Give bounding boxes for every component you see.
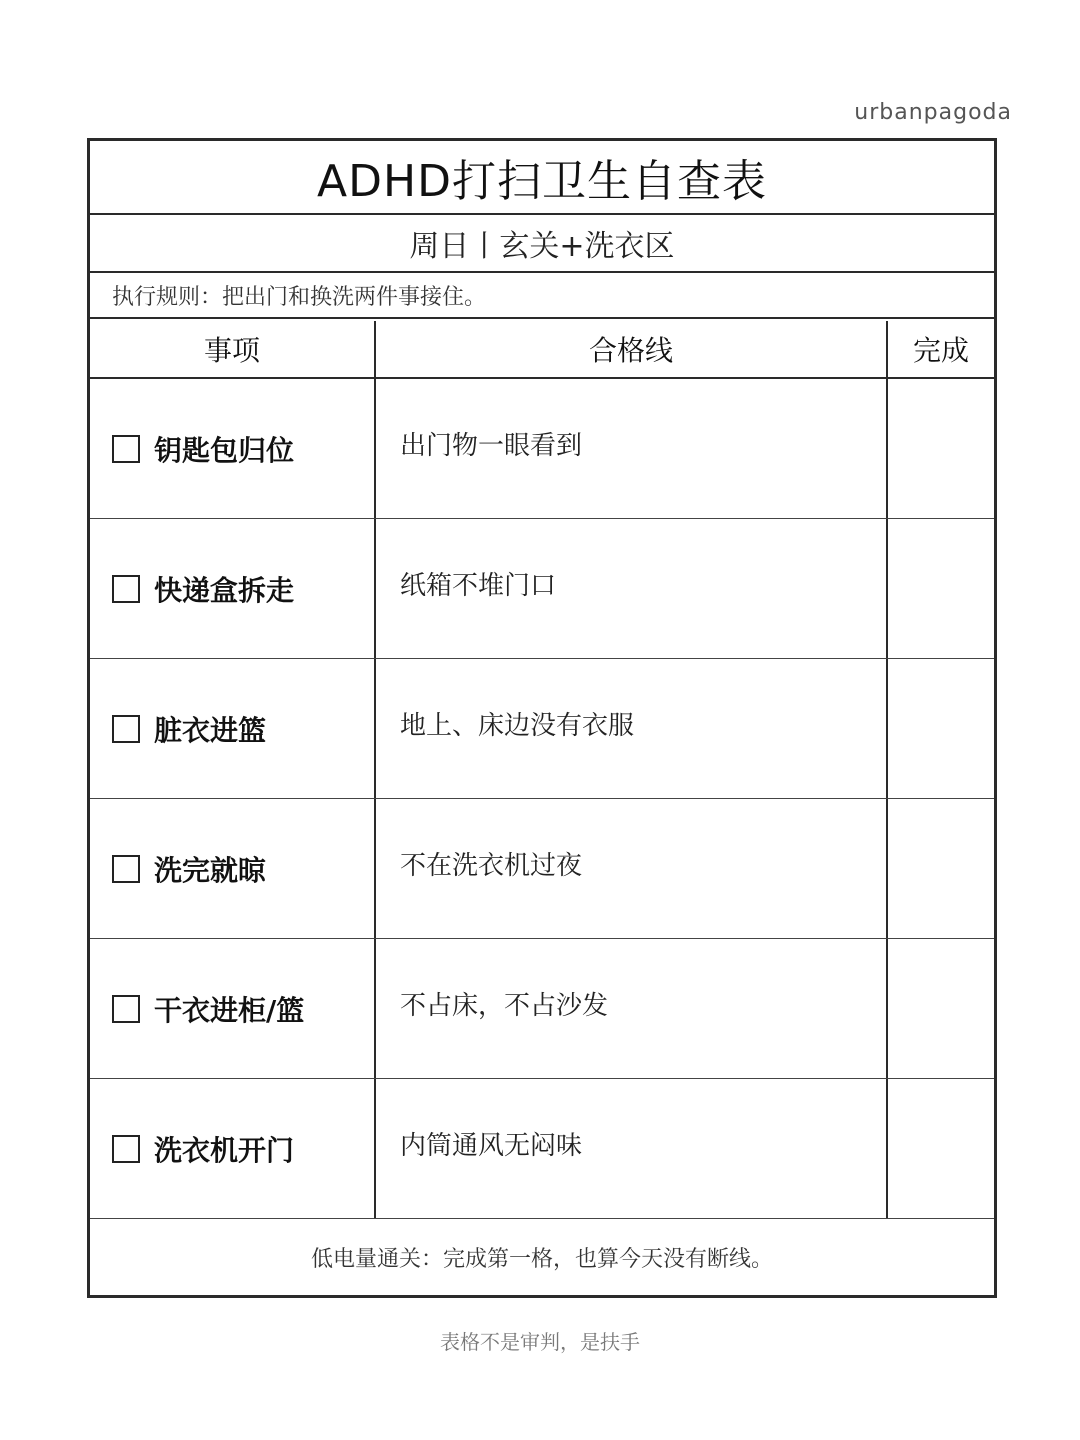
- checkbox[interactable]: [112, 1135, 140, 1163]
- checkbox[interactable]: [112, 715, 140, 743]
- task-cell: [90, 1079, 376, 1218]
- low-battery-note: 低电量通关：完成第一格，也算今天没有断线。: [310, 1246, 773, 1272]
- task-cell: [90, 379, 376, 518]
- header-standard: 合格线: [376, 321, 888, 377]
- sheet-title: ADHD打扫卫生自查表: [90, 141, 994, 215]
- checkbox[interactable]: [112, 995, 140, 1023]
- table-header: [90, 321, 994, 379]
- standard-cell: 内筒通风无闷味: [376, 1079, 888, 1218]
- task-cell: [90, 799, 376, 938]
- table-row: [90, 1079, 994, 1219]
- brand-watermark: urbanpagoda: [854, 100, 1012, 125]
- bottom-caption: 表格不是审判，是扶手: [440, 1330, 640, 1354]
- done-cell[interactable]: [888, 799, 994, 938]
- header-task: 事项: [90, 321, 376, 377]
- standard-cell: 出门物一眼看到: [376, 379, 888, 518]
- execution-rule: 执行规则：把出门和换洗两件事接住。: [90, 273, 994, 319]
- checklist-sheet: [87, 138, 997, 1298]
- done-cell[interactable]: [888, 519, 994, 658]
- table-row: [90, 659, 994, 799]
- task-list: [90, 379, 994, 1219]
- task-cell: [90, 519, 376, 658]
- task-label: 钥匙包归位: [154, 433, 295, 467]
- standard-cell: 不占床，不占沙发: [376, 939, 888, 1078]
- task-label: 干衣进柜/篮: [154, 993, 305, 1027]
- standard-cell: 纸箱不堆门口: [376, 519, 888, 658]
- checkbox[interactable]: [112, 435, 140, 463]
- task-label: 洗完就晾: [154, 853, 267, 887]
- done-cell[interactable]: [888, 379, 994, 518]
- table-row: [90, 939, 994, 1079]
- sheet-subtitle: 周日丨玄关+洗衣区: [90, 215, 994, 273]
- checkbox[interactable]: [112, 575, 140, 603]
- table-row: [90, 799, 994, 939]
- checkbox[interactable]: [112, 855, 140, 883]
- task-cell: [90, 659, 376, 798]
- task-label: 洗衣机开门: [154, 1133, 295, 1167]
- task-label: 快递盒拆走: [154, 573, 295, 607]
- standard-cell: 地上、床边没有衣服: [376, 659, 888, 798]
- task-label: 脏衣进篮: [154, 713, 267, 747]
- done-cell[interactable]: [888, 659, 994, 798]
- standard-cell: 不在洗衣机过夜: [376, 799, 888, 938]
- done-cell[interactable]: [888, 1079, 994, 1218]
- header-done: 完成: [912, 334, 969, 367]
- table-row: [90, 379, 994, 519]
- table-row: [90, 519, 994, 659]
- done-cell[interactable]: [888, 939, 994, 1078]
- task-cell: [90, 939, 376, 1078]
